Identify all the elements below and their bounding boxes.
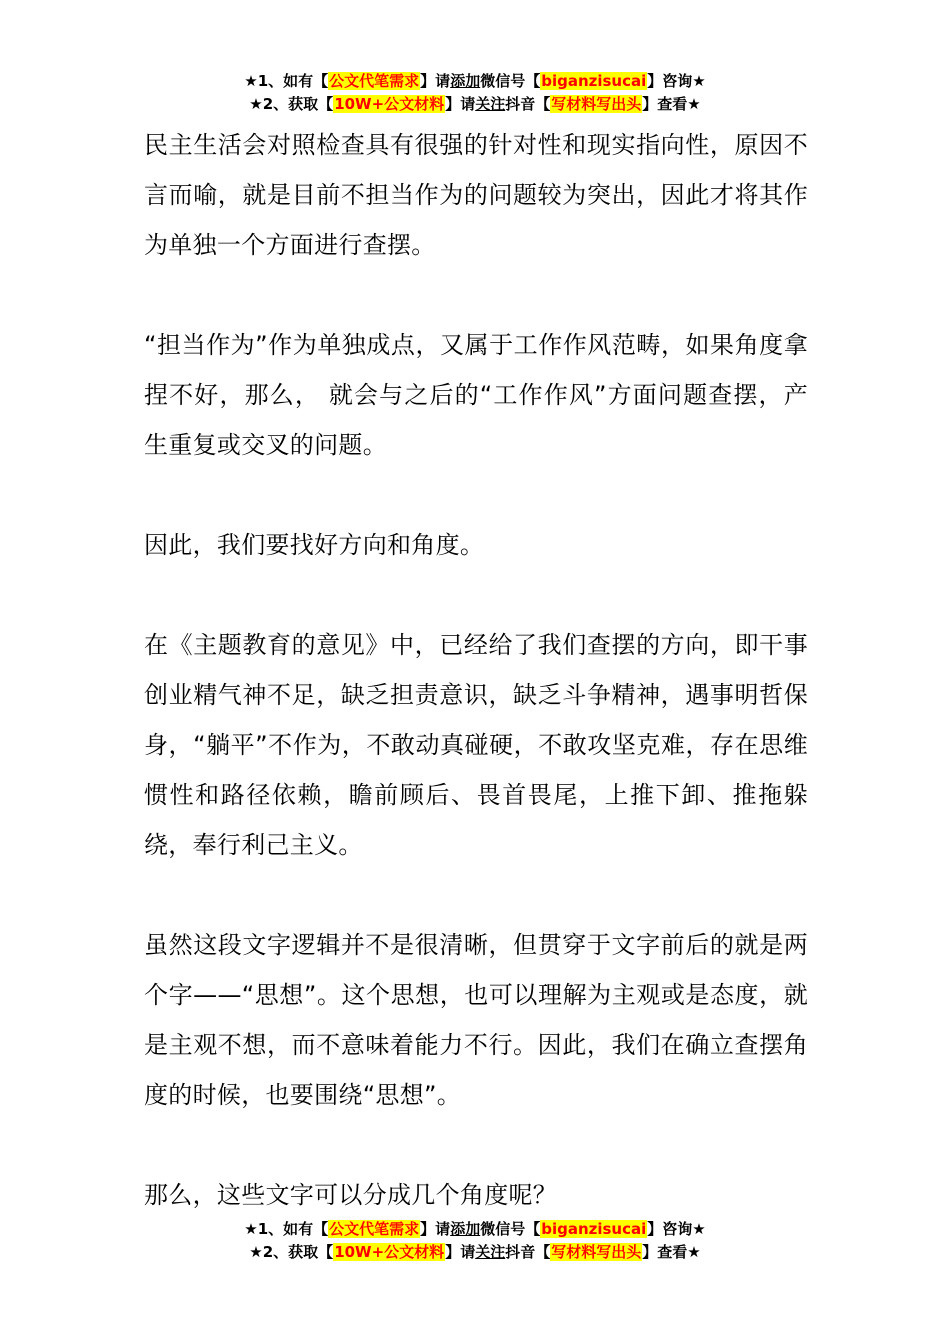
banner-highlight: 10W+公文材料 xyxy=(334,1243,445,1261)
banner-douyin-id: 写材料写出头 xyxy=(551,95,642,113)
paragraph: 因此，我们要找好方向和角度。 xyxy=(144,531,485,559)
banner-line-1: ★1、如有【公文代笔需求】请添加微信号【biganzisucai】咨询★ xyxy=(244,72,706,90)
footer-banner xyxy=(0,1218,950,1264)
banner-line-1: ★1、如有【公文代笔需求】请添加微信号【biganzisucai】咨询★ xyxy=(244,1220,706,1238)
banner-highlight: 公文代笔需求 xyxy=(329,1220,420,1238)
paragraph: 民主生活会对照检查具有很强的针对性和现实指向性，原因不言而喻，就是目前不担当作为的问题较为突出，因此才将其作为单独一个方面进行查摆。 xyxy=(144,131,808,259)
banner-wechat-id: biganzisucai xyxy=(541,1220,647,1238)
document-body xyxy=(144,120,808,1270)
paragraph: “担当作为”作为单独成点，又属于工作作风范畴，如果角度拿捏不好，那么， 就会与之后的“工作作风”方面问题查摆，产生重复或交叉的问题。 xyxy=(144,331,808,459)
paragraph: 虽然这段文字逻辑并不是很清晰，但贯穿于文字前后的就是两个字——“思想”。这个思想，也可以理解为主观或是态度，就是主观不想，而不意味着能力不行。因此，我们在确立查摆角度的时候，也要围绕“思想”。 xyxy=(144,931,808,1109)
header-banner xyxy=(0,70,950,116)
banner-wechat-id: biganzisucai xyxy=(541,72,647,90)
banner-highlight: 公文代笔需求 xyxy=(329,72,420,90)
banner-douyin-id: 写材料写出头 xyxy=(551,1243,642,1261)
banner-line-2: ★2、获取【10W+公文材料】请关注抖音【写材料写出头】查看★ xyxy=(249,1243,701,1261)
paragraph: 在《主题教育的意见》中，已经给了我们查摆的方向，即干事创业精气神不足，缺乏担责意识，缺乏斗争精神，遇事明哲保身，“躺平”不作为，不敢动真碰硬，不敢攻坚克难，存在思维惯性和路径依赖，瞻前顾后、畏首畏尾，上推下卸、推拖躲绕，奉行利己主义。 xyxy=(144,631,808,859)
paragraph: 那么，这些文字可以分成几个角度呢？ xyxy=(144,1181,558,1209)
banner-highlight: 10W+公文材料 xyxy=(334,95,445,113)
banner-line-2: ★2、获取【10W+公文材料】请关注抖音【写材料写出头】查看★ xyxy=(249,95,701,113)
